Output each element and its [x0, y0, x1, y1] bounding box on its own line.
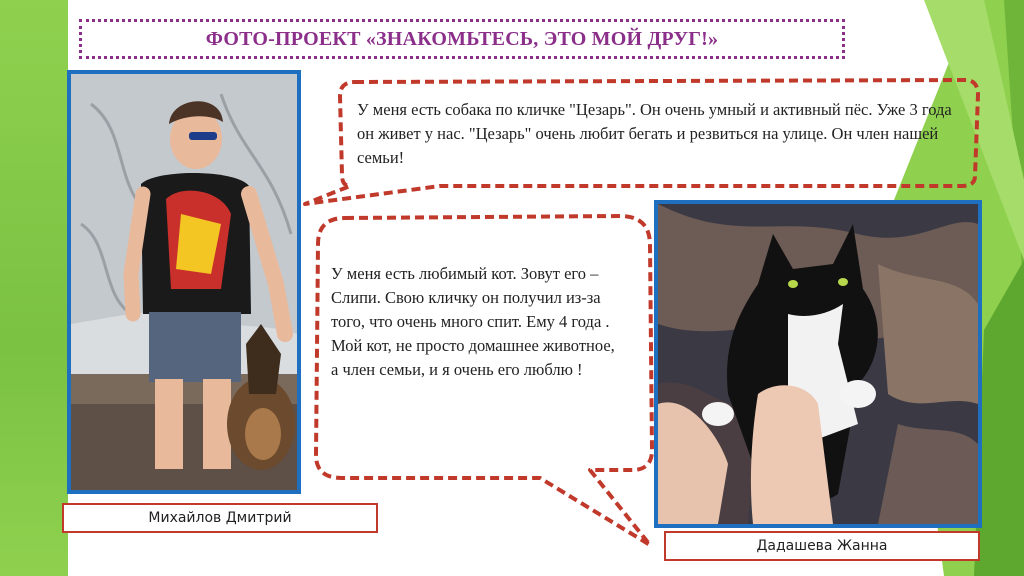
page-title: ФОТО-ПРОЕКТ «ЗНАКОМЬТЕСЬ, ЭТО МОЙ ДРУГ!» — [205, 27, 719, 50]
author-name-2: Дадашева Жанна — [756, 538, 888, 554]
photo-boy-illustration — [71, 74, 297, 490]
photo-boy-with-dog — [67, 70, 301, 494]
author-name-1: Михайлов Дмитрий — [148, 510, 292, 526]
cat-story-text: У меня есть любимый кот. Зовут его – Слипи. Свою кличку он получил из-за того, что очень много спит. Ему 4 года . Мой кот, не просто домашнее животное, а член семьи, и я очень его люблю ! — [331, 264, 615, 379]
title-frame — [79, 19, 845, 59]
left-green-band — [0, 0, 68, 576]
photo-cat-illustration — [658, 204, 978, 524]
author-caption-2 — [664, 531, 980, 561]
photo-cat — [654, 200, 982, 528]
dog-story-text: У меня есть собака по кличке "Цезарь". Он очень умный и активный пёс. Уже 3 года он живет у нас. "Цезарь" очень любит бегать и резвиться на улице. Он член нашей семьи! — [357, 100, 952, 167]
author-caption-1 — [62, 503, 378, 533]
